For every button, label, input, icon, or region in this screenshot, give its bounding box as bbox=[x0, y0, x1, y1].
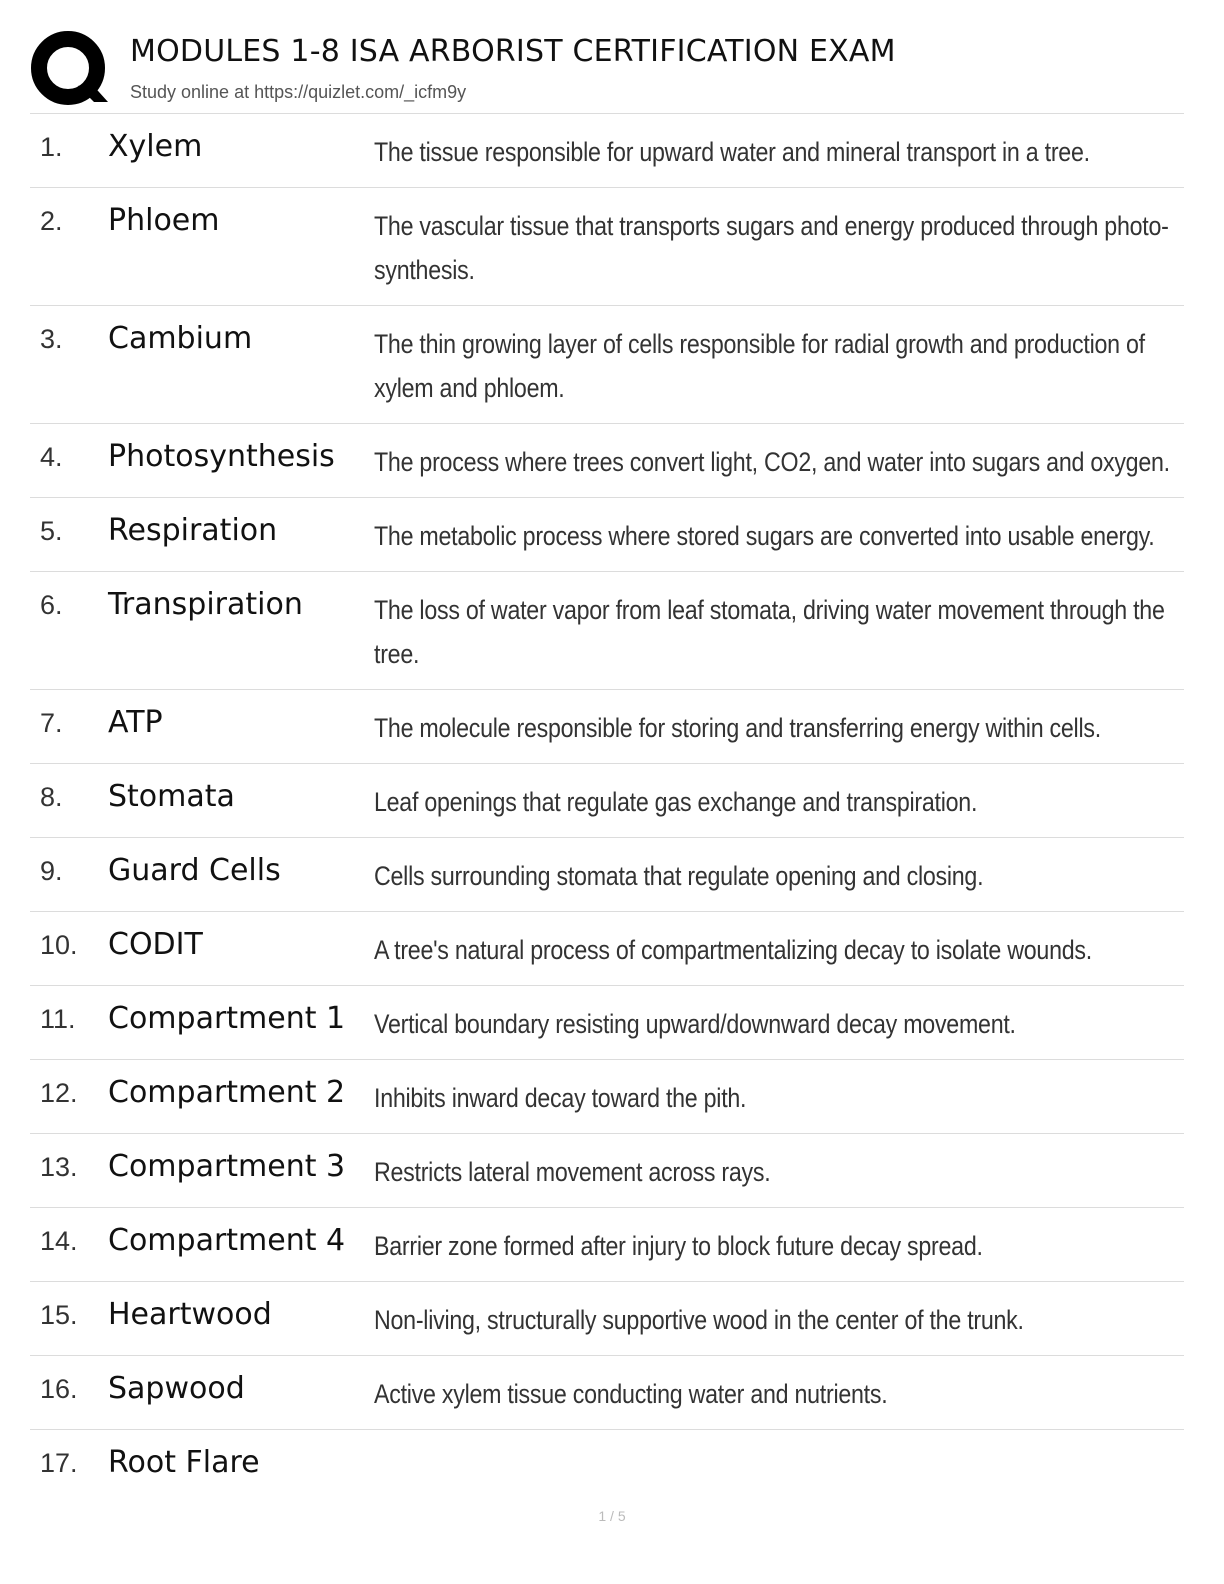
term-definition: Restricts lateral movement across rays. bbox=[374, 1157, 771, 1187]
term-name: Compartment 3 bbox=[108, 1149, 346, 1184]
term-definition: Non-living, structurally supportive wood in the center of the trunk. bbox=[374, 1305, 1024, 1335]
term-definition: The thin growing layer of cells responsible for radial growth and production of xylem and phloem. bbox=[374, 329, 1145, 403]
term-row bbox=[30, 912, 1184, 986]
term-row bbox=[30, 1208, 1184, 1282]
term-definition: Leaf openings that regulate gas exchange and transpiration. bbox=[374, 787, 978, 817]
term-row bbox=[30, 1060, 1184, 1134]
term-number: 11. bbox=[40, 1004, 76, 1034]
term-definition: The tissue responsible for upward water and mineral transport in a tree. bbox=[374, 137, 1090, 167]
term-row bbox=[30, 424, 1184, 498]
page-title: MODULES 1-8 ISA ARBORIST CERTIFICATION EXAM bbox=[130, 34, 896, 69]
term-number: 14. bbox=[40, 1226, 78, 1256]
term-list bbox=[30, 114, 1184, 1504]
term-row bbox=[30, 188, 1184, 306]
term-name: Xylem bbox=[108, 129, 203, 164]
term-row bbox=[30, 986, 1184, 1060]
term-name: CODIT bbox=[108, 927, 203, 962]
term-name: ATP bbox=[108, 705, 163, 740]
study-online-link[interactable]: Study online at https://quizlet.com/_icfm9y bbox=[130, 82, 467, 102]
term-number: 16. bbox=[40, 1374, 78, 1404]
term-row bbox=[30, 572, 1184, 690]
term-name: Stomata bbox=[108, 779, 235, 814]
term-row bbox=[30, 764, 1184, 838]
term-definition: The process where trees convert light, CO2, and water into sugars and oxygen. bbox=[374, 447, 1170, 477]
term-row bbox=[30, 306, 1184, 424]
term-row bbox=[30, 114, 1184, 188]
term-definition: The molecule responsible for storing and transferring energy within cells. bbox=[374, 713, 1101, 743]
term-number: 6. bbox=[40, 590, 63, 620]
term-name: Heartwood bbox=[108, 1297, 272, 1332]
term-number: 7. bbox=[40, 708, 63, 738]
term-name: Root Flare bbox=[108, 1445, 260, 1480]
term-definition: Barrier zone formed after injury to block future decay spread. bbox=[374, 1231, 983, 1261]
page-number: 1 / 5 bbox=[598, 1508, 626, 1524]
term-name: Guard Cells bbox=[108, 853, 281, 888]
term-name: Compartment 1 bbox=[108, 1001, 346, 1036]
term-definition: A tree's natural process of compartmentalizing decay to isolate wounds. bbox=[374, 935, 1092, 965]
term-number: 10. bbox=[40, 930, 78, 960]
document-header bbox=[30, 28, 1184, 114]
term-name: Compartment 2 bbox=[108, 1075, 346, 1110]
term-number: 1. bbox=[40, 132, 63, 162]
term-number: 17. bbox=[40, 1448, 78, 1478]
term-row bbox=[30, 1134, 1184, 1208]
term-number: 13. bbox=[40, 1152, 78, 1182]
term-definition: The vascular tissue that transports sugars and energy produced through photo-synthesis. bbox=[374, 211, 1169, 285]
term-number: 9. bbox=[40, 856, 63, 886]
term-number: 12. bbox=[40, 1078, 78, 1108]
term-number: 4. bbox=[40, 442, 63, 472]
term-number: 5. bbox=[40, 516, 63, 546]
term-number: 8. bbox=[40, 782, 63, 812]
term-row bbox=[30, 838, 1184, 912]
term-name: Cambium bbox=[108, 321, 253, 356]
term-definition: Inhibits inward decay toward the pith. bbox=[374, 1083, 747, 1113]
term-number: 3. bbox=[40, 324, 63, 354]
term-definition: Vertical boundary resisting upward/downward decay movement. bbox=[374, 1009, 1016, 1039]
term-name: Sapwood bbox=[108, 1371, 245, 1406]
term-definition: The loss of water vapor from leaf stomata, driving water movement through the tree. bbox=[374, 595, 1165, 669]
term-row bbox=[30, 690, 1184, 764]
term-row bbox=[30, 498, 1184, 572]
term-name: Compartment 4 bbox=[108, 1223, 346, 1258]
term-name: Transpiration bbox=[108, 587, 303, 622]
term-definition: Active xylem tissue conducting water and nutrients. bbox=[374, 1379, 888, 1409]
term-name: Photosynthesis bbox=[108, 439, 335, 474]
term-row bbox=[30, 1430, 1184, 1504]
term-definition: Cells surrounding stomata that regulate opening and closing. bbox=[374, 861, 984, 891]
quizlet-logo-icon bbox=[30, 30, 110, 110]
term-row bbox=[30, 1282, 1184, 1356]
term-definition bbox=[374, 1430, 1174, 1458]
term-number: 15. bbox=[40, 1300, 78, 1330]
term-name: Respiration bbox=[108, 513, 278, 548]
term-number: 2. bbox=[40, 206, 63, 236]
term-definition: The metabolic process where stored sugars are converted into usable energy. bbox=[374, 521, 1155, 551]
term-row bbox=[30, 1356, 1184, 1430]
term-name: Phloem bbox=[108, 203, 220, 238]
